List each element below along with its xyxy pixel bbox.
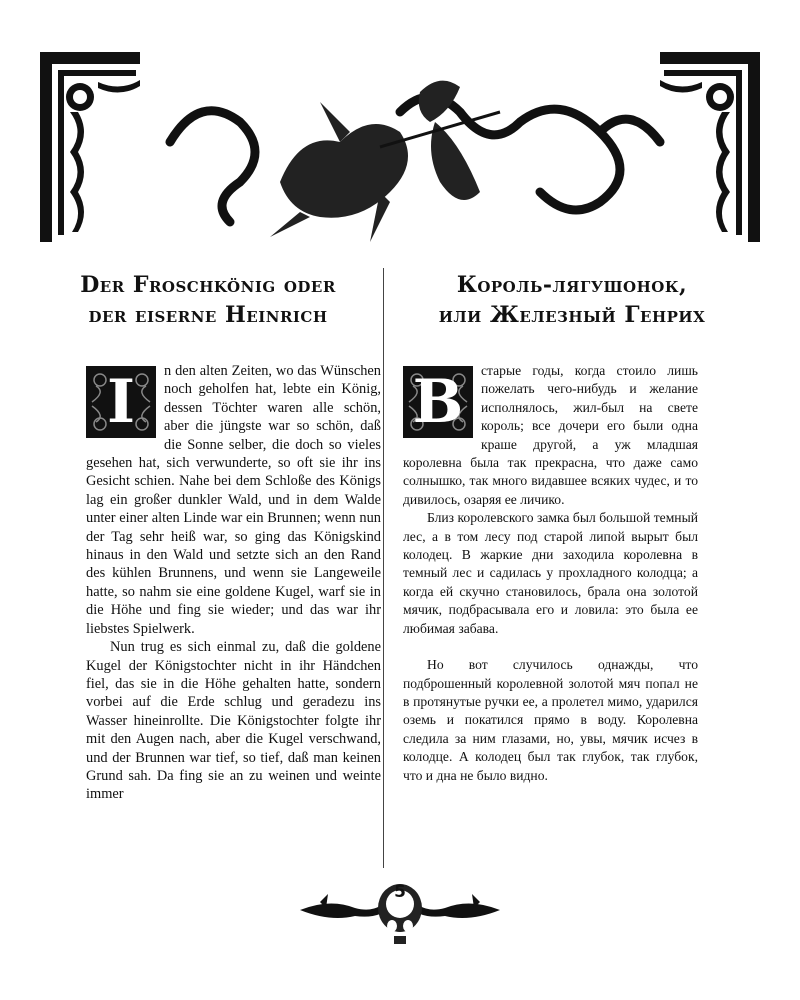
russian-dropcap	[403, 366, 473, 438]
german-paragraph-1: n den alten Zeiten, wo das Wünschen noch geholfen hat, lebte ein König, dessen Töchter waren alle schön, aber die jüngste war so schön, daß die Sonne selber, die doch so vieles gesehen hat, sich verwunderte, so oft sie ihr ins Gesicht schien. Nahe bei dem Schloße des Königs lag ein großer dunkler Wald, und in dem Walde unter einer alten Linde war ein Brunnen; wenn nun der Tag sehr heiß war, so ging das Königskind hinaus in den Wald und setzte sich an den Rand des kühlen Brunnens, und wenn sie Langeweile hatte, so nahm sie eine goldene Kugel, warf sie in die Höhe und fing sie wieder; und das war ihr liebstes Spielwerk.	[86, 363, 381, 637]
russian-paragraph-3: Но вот случилось однажды, что подброшенный королевной золотой мяч попал не в протянутые ручки ее, а пролетел мимо, ударился оземь и покатился прямо в воду. Королевна следила за ним глазами, но, увы, мячик исчез в колодце. А колодец был так глубок, так глубок, что и дна не было видно.	[403, 657, 698, 783]
page-number: 5	[394, 882, 406, 902]
russian-paragraph-1: старые годы, когда стоило лишь пожелать чего-нибудь и желание исполнялось, жил-был на свете король; все дочери его были одна краше другой, а уж младшая королевна была так прекрасна, что даже само солнышко, так много видавшее всяких чудес, и то дивилось, озаряя ее личико.	[403, 363, 698, 507]
russian-title-line1: Король-лягушонок,	[456, 272, 688, 298]
russian-column	[403, 362, 698, 785]
right-corner-ornament	[660, 52, 760, 242]
russian-paragraph-2: Близ королевского замка был большой темный лес, а в том лесу под старой липой вырыт был колодец. В жаркие дни заходила королевна в темный лес и садилась у прохладного колодца; а когда ей скучно становилось, брала она золотой мячик, подбрасывала его и ловила: это была ее любимая забава.	[403, 510, 698, 636]
german-dropcap-letter: I	[106, 367, 136, 437]
german-paragraph-2: Nun trug es sich einmal zu, daß die goldene Kugel der Königstochter nicht in ihr Händchen fiel, das sie in die Höhe gehalten hatte, sondern vorbei auf die Erde schlug und geradezu ins Wasser hineinrollte. Die Königstochter folgte ihr mit den Augen nach, aber die Kugel verschwand, und der Brunnen war tief, so tief, daß man keinen Grund sah. Da fing sie an zu weinen und weinte immer	[86, 639, 381, 803]
german-title-line2: der eiserne Heinrich	[88, 302, 328, 328]
header-illustration	[40, 52, 760, 252]
russian-title-line2: или Железный Генрих	[438, 302, 706, 328]
german-title-line1: Der Froschkönig oder	[80, 272, 336, 298]
german-dropcap	[86, 366, 156, 438]
russian-dropcap-letter: В	[412, 367, 464, 437]
german-title	[38, 270, 378, 330]
column-divider	[383, 268, 384, 868]
german-column	[86, 362, 381, 804]
russian-title	[402, 270, 742, 330]
serpents	[170, 97, 660, 222]
dragon-rider-figure	[270, 81, 500, 242]
left-corner-ornament	[40, 52, 140, 242]
